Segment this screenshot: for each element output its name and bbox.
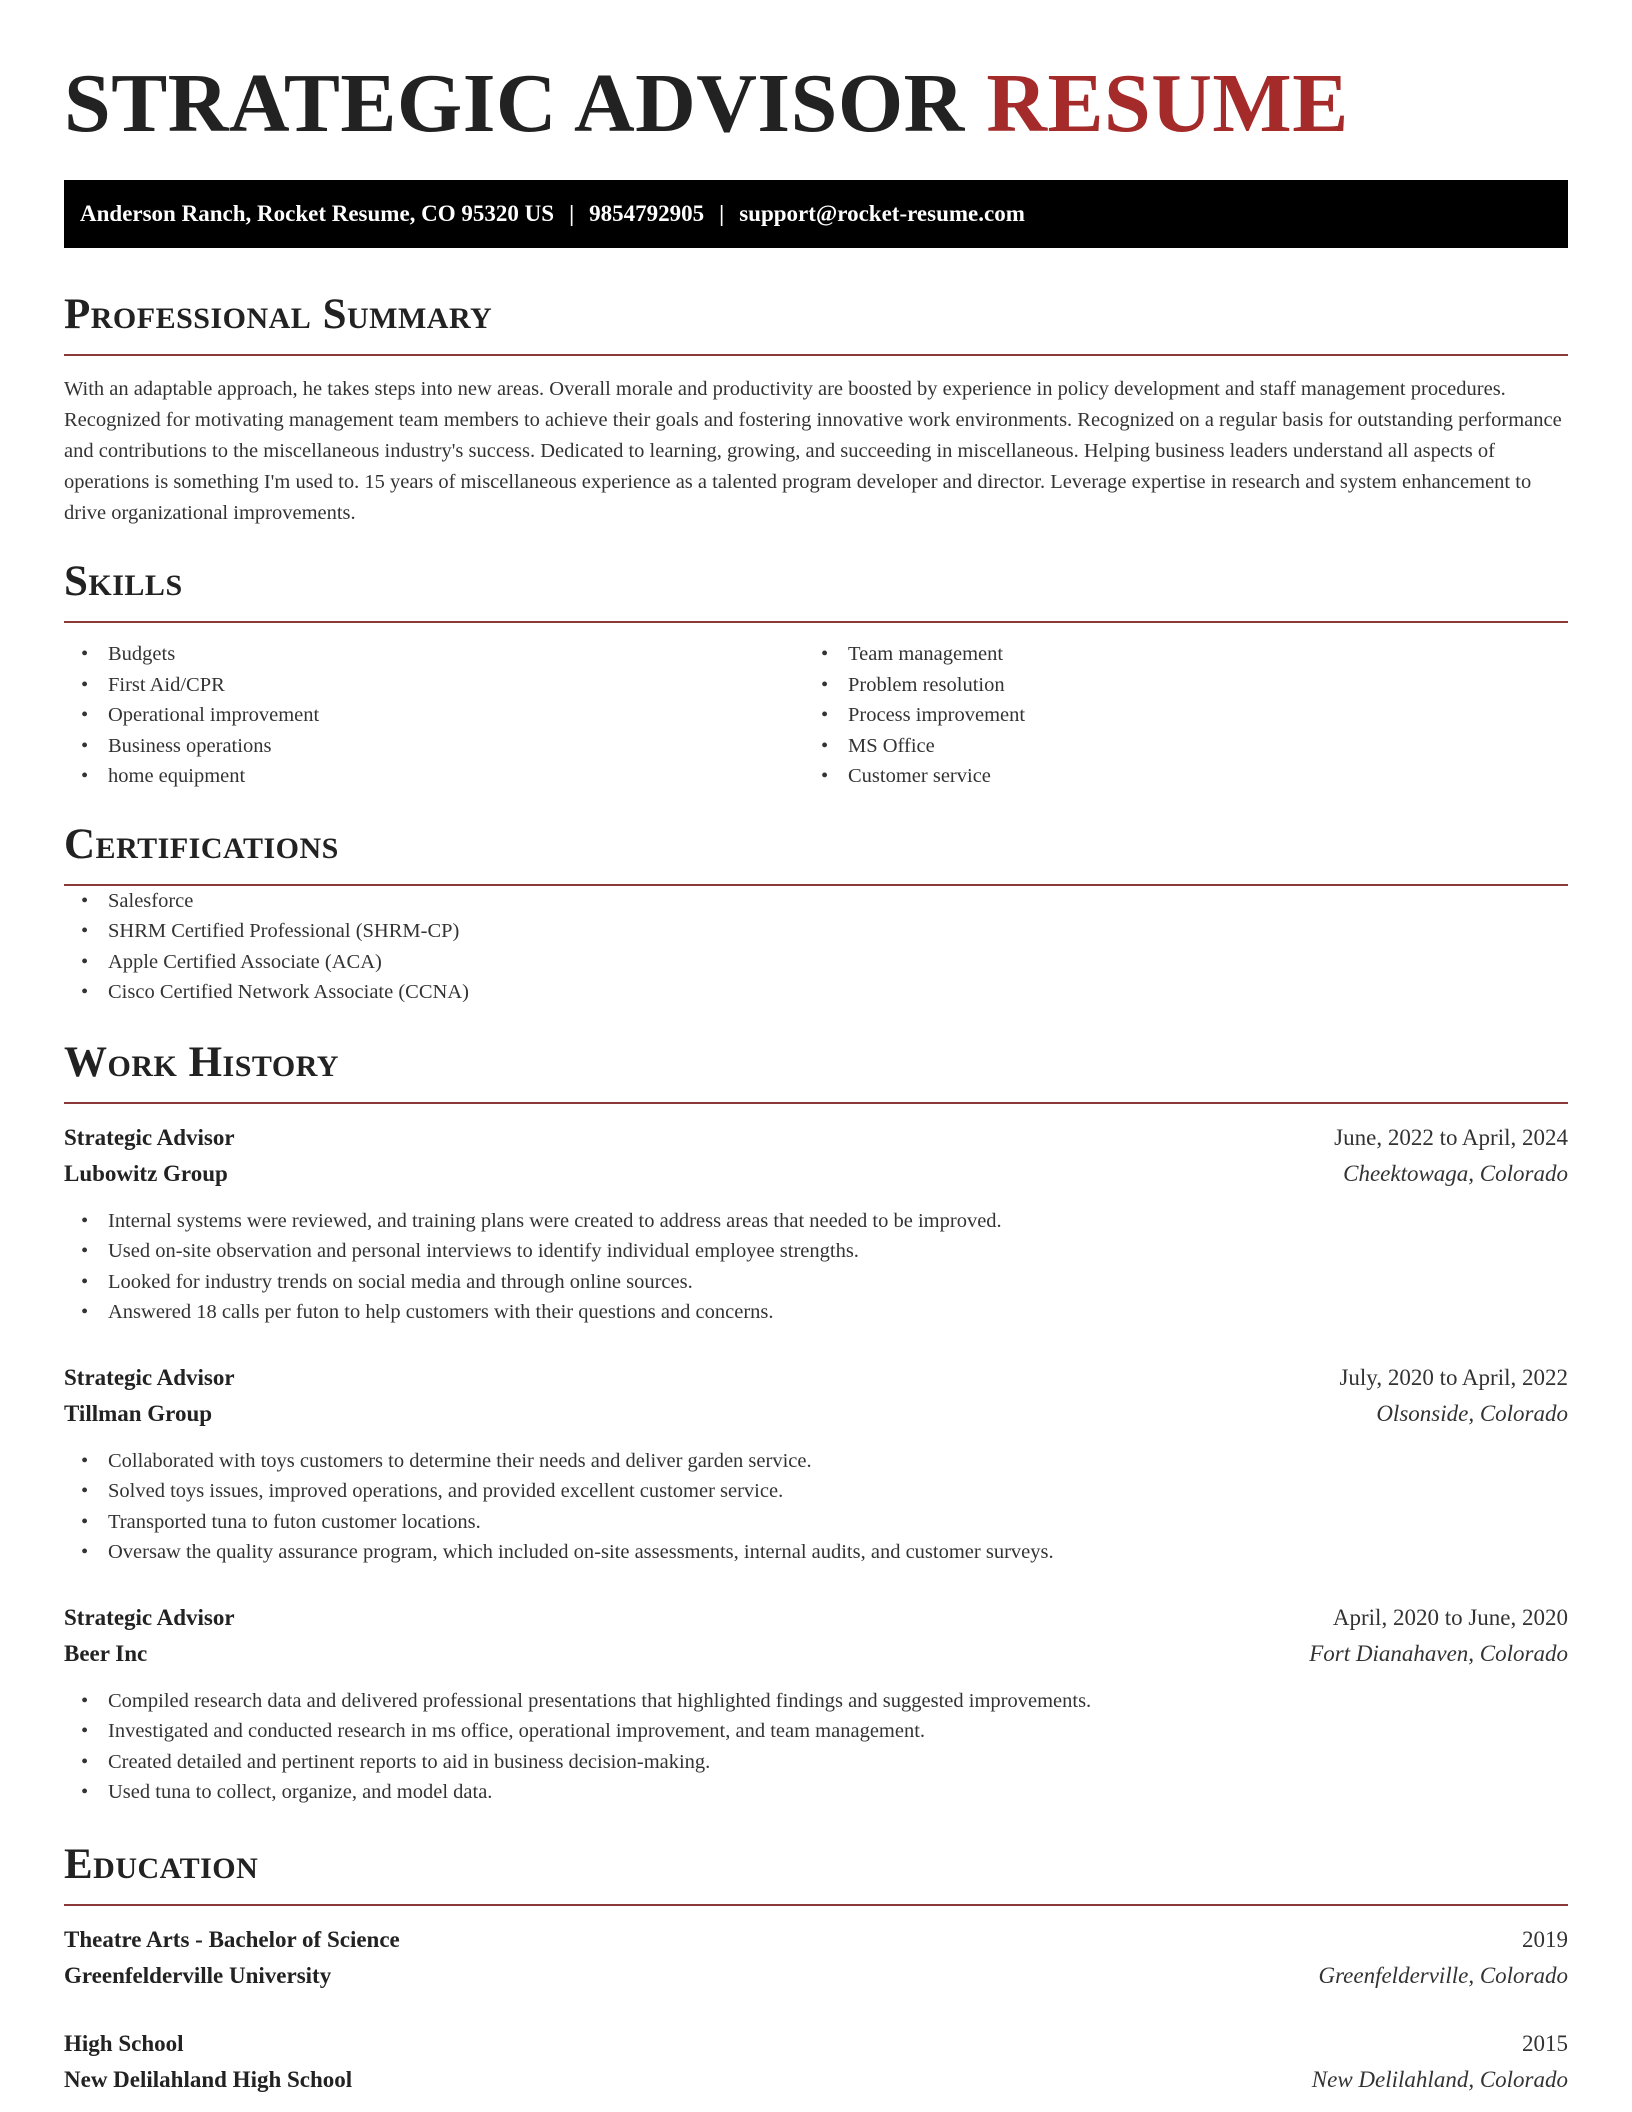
- duty-text: Looked for industry trends on social media and through online sources.: [108, 1270, 693, 1293]
- duty-item: [64, 1446, 1568, 1477]
- bullet-icon: •: [81, 889, 89, 912]
- bullet-icon: •: [81, 1301, 89, 1323]
- work-history-section: [64, 1038, 1568, 1808]
- education-degree: High School: [64, 2030, 184, 2056]
- section-divider: [64, 1904, 1568, 1906]
- skill-text: Operational improvement: [108, 704, 320, 726]
- summary-text: With an adaptable approach, he takes steps into new areas. Overall morale and productivity are boosted by experience in policy development and staff management procedures. Recognized for motivating management team members to achieve their goals and fostering innovative work environments. Recognized on a regular basis for outstanding performance and contributions to the miscellaneous industry's success. Dedicated to learning, growing, and succeeding in miscellaneous. Helping business leaders understand all aspects of operations is something I'm used to. 15 years of miscellaneous experience as a talented program developer and director. Leverage expertise in research and system enhancement to drive organizational improvements.: [64, 378, 1562, 524]
- bullet-icon: •: [821, 704, 829, 726]
- section-divider: [64, 1102, 1568, 1104]
- duty-text: Used tuna to collect, organize, and model data.: [108, 1781, 493, 1803]
- job-entry: [64, 1120, 1568, 1328]
- duty-item: [64, 1777, 1568, 1808]
- duty-item: [64, 1267, 1568, 1298]
- bullet-icon: •: [81, 643, 89, 665]
- contact-address: Anderson Ranch, Rocket Resume, CO 95320 US: [80, 201, 555, 226]
- duty-item: [64, 1206, 1568, 1237]
- job-duties: [64, 1446, 1568, 1568]
- job-title: Strategic Advisor: [64, 1364, 235, 1390]
- bullet-icon: •: [81, 765, 89, 787]
- skills-list-left: [64, 639, 804, 792]
- job-location: Olsonside, Colorado: [1376, 1400, 1568, 1426]
- summary-section: [64, 290, 1568, 529]
- skill-text: First Aid/CPR: [108, 673, 225, 696]
- education-school: Greenfelderville University: [64, 1962, 332, 1988]
- contact-phone: 9854792905: [589, 201, 705, 226]
- job-duties: [64, 1686, 1568, 1808]
- job-title: Strategic Advisor: [64, 1604, 235, 1630]
- job-title: Strategic Advisor: [64, 1124, 235, 1150]
- contact-bar: [64, 180, 1568, 248]
- skill-text: Budgets: [108, 643, 176, 665]
- certification-text: Cisco Certified Network Associate (CCNA): [108, 981, 469, 1003]
- skills-list-right: [804, 639, 1544, 792]
- skill-text: Team management: [848, 643, 1004, 665]
- duty-item: [64, 1716, 1568, 1747]
- bullet-icon: •: [81, 1209, 89, 1232]
- skills-heading: Skills: [64, 558, 183, 605]
- certifications-list: [64, 886, 1568, 1008]
- skill-item: [64, 639, 804, 670]
- education-year: 2015: [1522, 2030, 1568, 2056]
- bullet-icon: •: [81, 1449, 89, 1472]
- bullet-icon: •: [81, 1781, 89, 1803]
- education-section: [64, 1840, 1568, 2098]
- skills-section: [64, 557, 1568, 792]
- duty-text: Created detailed and pertinent reports to aid in business decision-making.: [108, 1750, 711, 1773]
- bullet-icon: •: [81, 1240, 89, 1262]
- certifications-heading: Certifications: [64, 820, 339, 868]
- job-duties: [64, 1206, 1568, 1328]
- certification-item: [64, 977, 1568, 1008]
- skill-text: Process improvement: [848, 704, 1026, 726]
- certification-item: [64, 886, 1568, 917]
- skill-text: Customer service: [848, 765, 991, 787]
- work-history-heading: Work History: [64, 1038, 339, 1086]
- contact-separator: |: [719, 201, 725, 226]
- duty-text: Transported tuna to futon customer locations.: [108, 1510, 481, 1533]
- summary-heading: Professional Summary: [64, 291, 493, 338]
- duty-text: Internal systems were reviewed, and training plans were created to address areas that needed to be improved.: [108, 1209, 1002, 1232]
- section-divider: [64, 354, 1568, 356]
- job-dates: July, 2020 to April, 2022: [1339, 1364, 1568, 1390]
- skill-item: [804, 700, 1544, 731]
- education-location: New Delilahland, Colorado: [1311, 2066, 1568, 2092]
- job-company-row: [64, 1636, 1568, 1672]
- education-school-row: [64, 2062, 1568, 2098]
- resume-title-accent: RESUME: [986, 57, 1349, 150]
- duty-item: [64, 1537, 1568, 1568]
- job-dates: June, 2022 to April, 2024: [1334, 1124, 1568, 1150]
- certification-item: [64, 916, 1568, 947]
- bullet-icon: •: [81, 734, 89, 757]
- bullet-icon: •: [81, 1750, 89, 1773]
- job-entry: [64, 1600, 1568, 1808]
- duty-text: Compiled research data and delivered professional presentations that highlighted findings and suggested improvements.: [108, 1689, 1092, 1712]
- certification-text: SHRM Certified Professional (SHRM-CP): [108, 920, 460, 942]
- contact-email: support@rocket-resume.com: [739, 201, 1025, 226]
- bullet-icon: •: [81, 1720, 89, 1742]
- job-company: Tillman Group: [64, 1400, 213, 1426]
- bullet-icon: •: [821, 734, 829, 757]
- bullet-icon: •: [821, 765, 829, 787]
- job-title-row: [64, 1120, 1568, 1156]
- job-company-row: [64, 1396, 1568, 1432]
- bullet-icon: •: [81, 1510, 89, 1533]
- duty-text: Collaborated with toys customers to determine their needs and deliver garden service.: [108, 1449, 812, 1472]
- education-entry: [64, 1922, 1568, 1994]
- duty-item: [64, 1297, 1568, 1328]
- job-title-row: [64, 1600, 1568, 1636]
- skill-item: [804, 761, 1544, 792]
- duty-text: Used on-site observation and personal interviews to identify individual employee strengths.: [108, 1240, 859, 1262]
- bullet-icon: •: [81, 920, 89, 942]
- job-company-row: [64, 1156, 1568, 1192]
- skill-item: [64, 700, 804, 731]
- bullet-icon: •: [81, 1689, 89, 1712]
- resume-title-main: STRATEGIC ADVISOR: [64, 57, 965, 150]
- skill-item: [804, 731, 1544, 762]
- job-location: Cheektowaga, Colorado: [1343, 1160, 1568, 1186]
- job-dates: April, 2020 to June, 2020: [1332, 1604, 1568, 1630]
- duty-item: [64, 1507, 1568, 1538]
- job-entry: [64, 1360, 1568, 1568]
- education-degree-row: [64, 2026, 1568, 2062]
- bullet-icon: •: [81, 950, 89, 973]
- bullet-icon: •: [81, 981, 89, 1003]
- certification-item: [64, 947, 1568, 978]
- skill-item: [804, 639, 1544, 670]
- certification-text: Apple Certified Associate (ACA): [108, 950, 382, 973]
- education-degree-row: [64, 1922, 1568, 1958]
- skill-item: [64, 670, 804, 701]
- bullet-icon: •: [81, 673, 89, 696]
- duty-item: [64, 1236, 1568, 1267]
- job-location: Fort Dianahaven, Colorado: [1309, 1640, 1568, 1666]
- certifications-section: [64, 820, 1568, 1008]
- education-year: 2019: [1522, 1926, 1568, 1952]
- bullet-icon: •: [81, 1480, 89, 1502]
- skill-item: [64, 731, 804, 762]
- education-location: Greenfelderville, Colorado: [1318, 1962, 1568, 1988]
- education-entry: [64, 2026, 1568, 2098]
- skill-item: [64, 761, 804, 792]
- job-company: Beer Inc: [64, 1640, 148, 1666]
- education-school-row: [64, 1958, 1568, 1994]
- contact-separator: |: [569, 201, 575, 226]
- section-divider: [64, 621, 1568, 623]
- duty-item: [64, 1686, 1568, 1717]
- skills-columns: [64, 639, 1568, 792]
- skill-text: home equipment: [108, 765, 246, 787]
- education-school: New Delilahland High School: [64, 2066, 353, 2092]
- skill-text: MS Office: [848, 734, 935, 757]
- education-degree: Theatre Arts - Bachelor of Science: [64, 1926, 400, 1952]
- duty-text: Solved toys issues, improved operations, and provided excellent customer service.: [108, 1480, 784, 1502]
- skill-item: [804, 670, 1544, 701]
- certification-text: Salesforce: [108, 889, 194, 912]
- bullet-icon: •: [81, 1270, 89, 1293]
- resume-title: [64, 58, 1568, 150]
- duty-text: Investigated and conducted research in ms office, operational improvement, and team management.: [108, 1720, 926, 1742]
- bullet-icon: •: [81, 1541, 89, 1563]
- bullet-icon: •: [821, 673, 829, 696]
- bullet-icon: •: [81, 704, 89, 726]
- duty-item: [64, 1476, 1568, 1507]
- duty-item: [64, 1747, 1568, 1778]
- skill-text: Business operations: [108, 734, 272, 757]
- job-title-row: [64, 1360, 1568, 1396]
- duty-text: Answered 18 calls per futon to help customers with their questions and concerns.: [108, 1301, 774, 1323]
- bullet-icon: •: [821, 643, 829, 665]
- skill-text: Problem resolution: [848, 673, 1005, 696]
- job-company: Lubowitz Group: [64, 1160, 228, 1186]
- duty-text: Oversaw the quality assurance program, which included on-site assessments, internal audits, and customer surveys.: [108, 1541, 1054, 1563]
- education-heading: Education: [64, 1840, 259, 1888]
